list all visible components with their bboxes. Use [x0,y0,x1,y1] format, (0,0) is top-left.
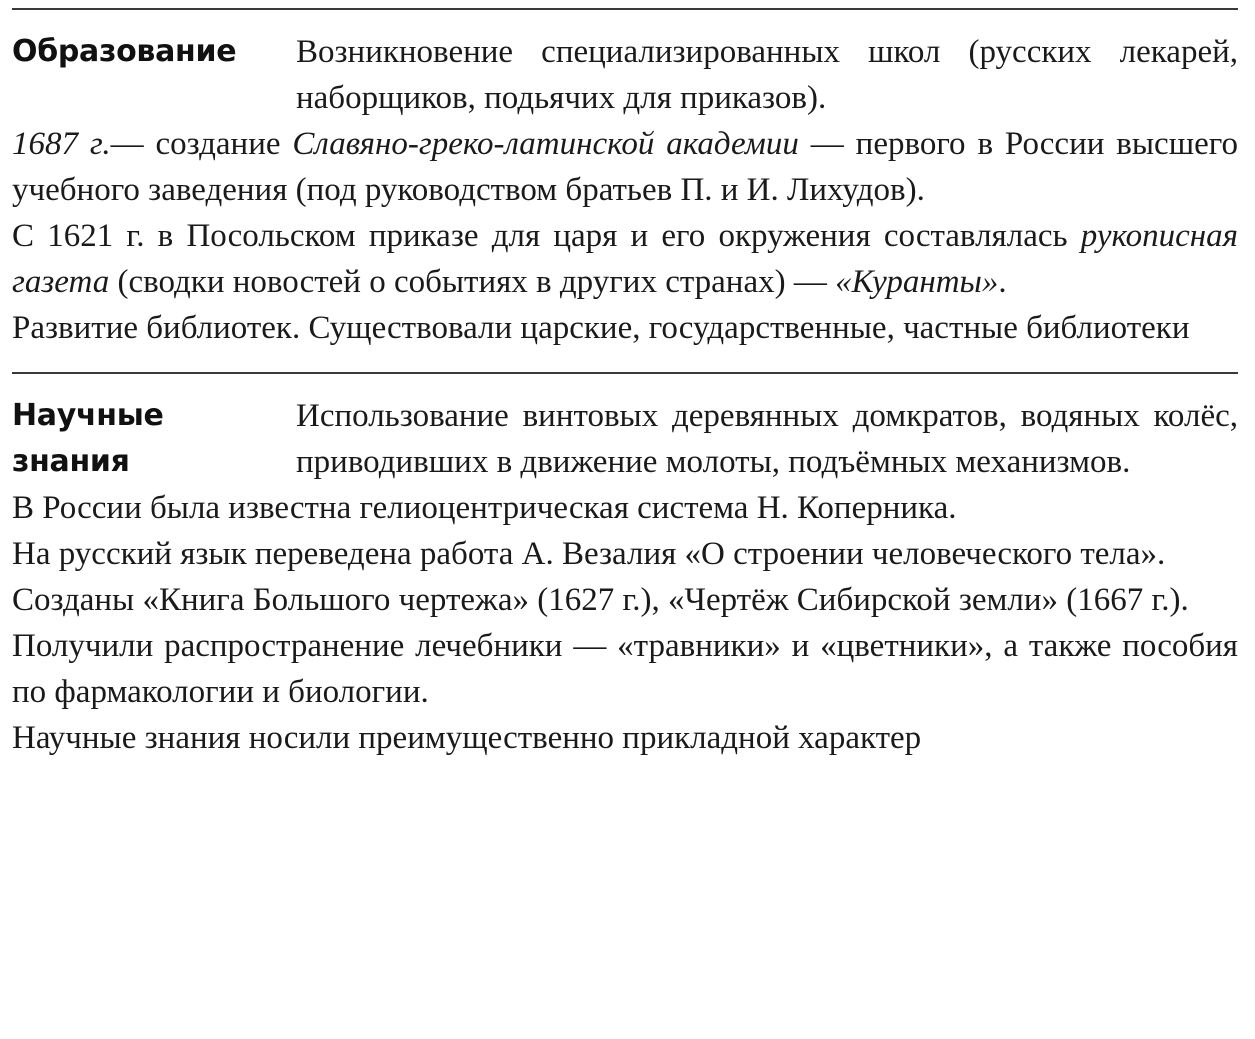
applied-knowledge-paragraph: Научные знания носили преимущественно прикладной характер [12,720,922,756]
gazette-paragraph [12,213,1238,305]
academy-paragraph [12,121,1238,213]
section-divider-top [12,8,1238,10]
section-divider-middle [12,372,1238,374]
vesalius-paragraph: На русский язык переведена работа А. Везалия «О строении человеческого тела». [12,536,1166,572]
kuranty-title: «Куранты» [835,264,999,300]
section-education [12,29,1238,351]
academy-year: 1687 г. [12,126,111,162]
gazette-text-3: . [998,264,1007,300]
science-heading-line-1: Научные [12,398,164,433]
education-lead-text: Возникновение специализированных школ (русских лекарей, наборщиков, подьячих для приказов). [296,34,1238,116]
maps-paragraph: Созданы «Книга Большого чертежа» (1627 г.), «Чертёж Сибирской земли» (1667 г.). [12,582,1189,618]
science-heading-line-2: знания [12,444,130,479]
academy-text-1: — создание [110,126,293,162]
science-lead-text: Использование винтовых деревянных домкратов, водяных колёс, приводивших в движение молоты, подъёмных механизмов. [296,398,1238,480]
science-heading [12,393,296,485]
education-header-row [12,29,1238,121]
science-header-row [12,393,1238,485]
academy-text-2: — первого в России высшего учебного заведения (под руководством братьев П. и И. Лихудов). [12,126,1238,208]
academy-name: Славяно-греко-латинской академии [292,126,799,162]
gazette-text-2: (сводки новостей о событиях в других странах) — [109,264,836,300]
gazette-text-1: С 1621 г. в Посольском приказе для царя и его окружения составлялась [12,218,1081,254]
herbals-paragraph: Получили распространение лечебники — «травники» и «цветники», а также пособия по фармакологии и биологии. [12,628,1238,710]
libraries-paragraph: Развитие библиотек. Существовали царские, государственные, частные библиотеки [12,310,1190,346]
section-science [12,393,1238,761]
copernicus-paragraph: В России была известна гелиоцентрическая система Н. Коперника. [12,490,957,526]
education-heading: Образование [12,34,237,69]
document-page [12,0,1238,761]
gazette-term: рукописная газета [12,218,1238,300]
